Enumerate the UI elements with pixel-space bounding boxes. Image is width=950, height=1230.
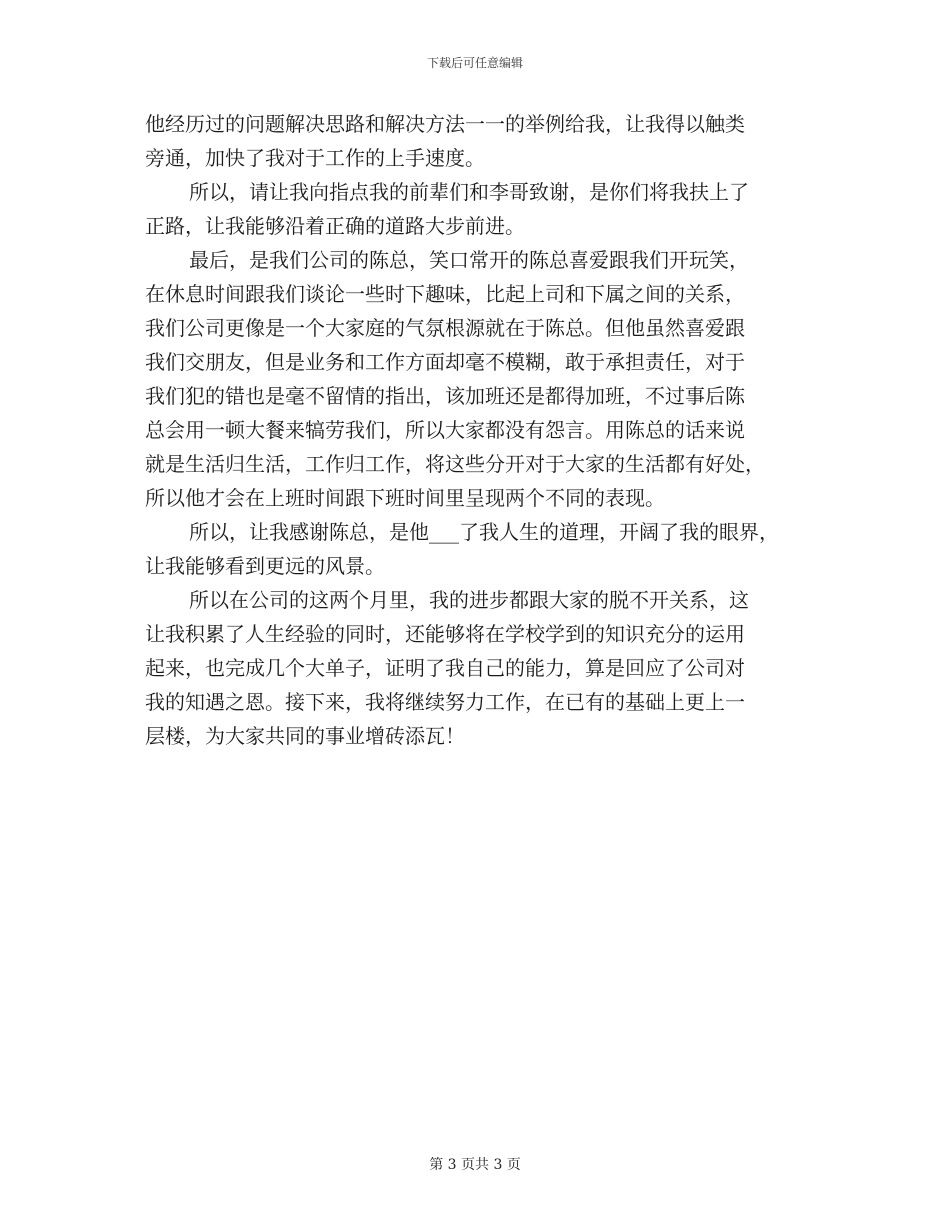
text-line: 让我积累了人生经验的同时，还能够将在学校学到的知识充分的运用: [145, 622, 745, 646]
text-line: 最后，是我们公司的陈总，笑口常开的陈总喜爱跟我们开玩笑，: [189, 248, 749, 272]
text-line: 我们犯的错也是毫不留情的指出，该加班还是都得加班，不过事后陈: [145, 384, 745, 408]
text-line: 旁通，加快了我对于工作的上手速度。: [145, 146, 485, 170]
text-line: 我的知遇之恩。接下来，我将继续努力工作，在已有的基础上更上一: [145, 690, 745, 714]
document-body: [145, 107, 810, 753]
text-line: 所以，请让我向指点我的前辈们和李哥致谢，是你们将我扶上了: [189, 180, 749, 204]
text-line: 所以他才会在上班时间跟下班时间里呈现两个不同的表现。: [145, 486, 665, 510]
text-line: 所以在公司的这两个月里，我的进步都跟大家的脱不开关系，这: [189, 588, 749, 612]
text-line: 总会用一顿大餐来犒劳我们，所以大家都没有怨言。用陈总的话来说: [145, 418, 745, 442]
text-line: 层楼，为大家共同的事业增砖添瓦！: [145, 724, 465, 748]
text-line: 我们公司更像是一个大家庭的气氛根源就在于陈总。但他虽然喜爱跟: [145, 316, 745, 340]
page-footer: 第 3 页共 3 页: [429, 1157, 521, 1173]
text-line: 在休息时间跟我们谈论一些时下趣味，比起上司和下属之间的关系，: [145, 282, 745, 306]
text-line: 所以，让我感谢陈总，是他___了我人生的道理，开阔了我的眼界，: [189, 520, 779, 544]
text-line: 我们交朋友，但是业务和工作方面却毫不模糊，敢于承担责任，对于: [145, 350, 745, 374]
page-header: 下载后可任意编辑: [426, 56, 523, 70]
text-line: 起来，也完成几个大单子，证明了我自己的能力，算是回应了公司对: [145, 656, 745, 680]
text-line: 让我能够看到更远的风景。: [145, 554, 385, 578]
text-line: 正路，让我能够沿着正确的道路大步前进。: [145, 214, 525, 238]
text-line: 他经历过的问题解决思路和解决方法一一的举例给我，让我得以触类: [145, 112, 745, 136]
text-line: 就是生活归生活，工作归工作，将这些分开对于大家的生活都有好处，: [145, 452, 765, 476]
